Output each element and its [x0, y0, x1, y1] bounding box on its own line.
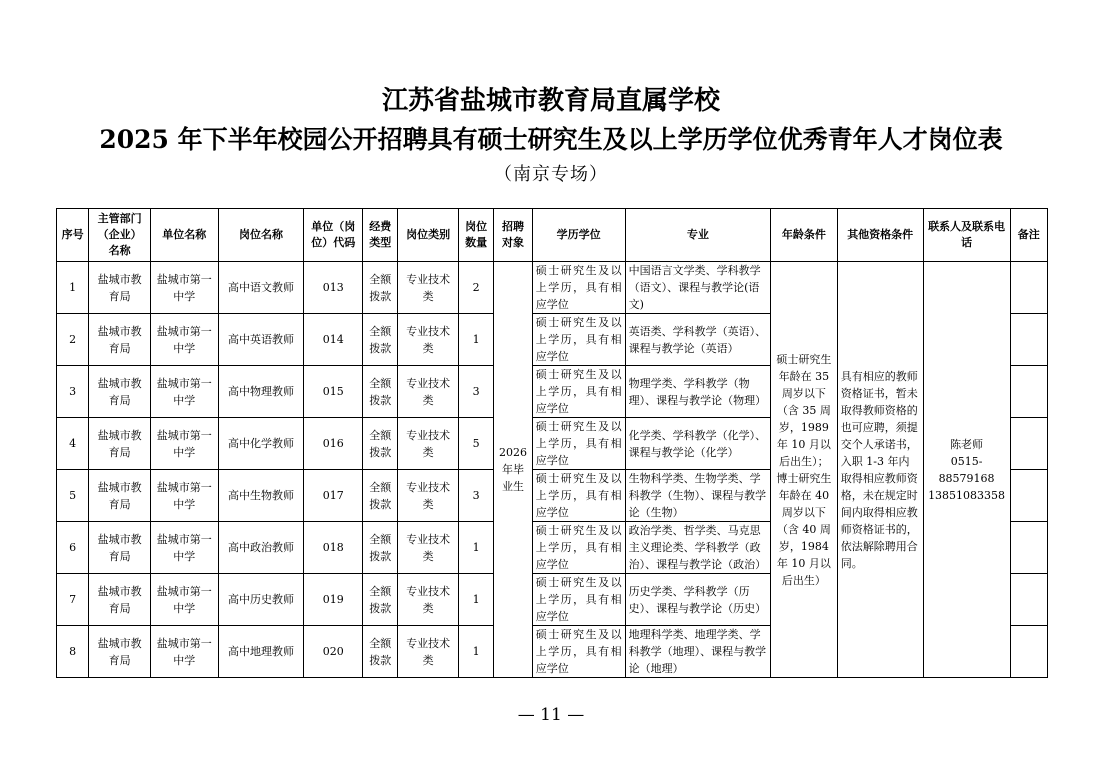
- cell-category: 专业技术类: [398, 522, 459, 574]
- cell-remarks: [1010, 262, 1048, 314]
- header-funding: 经费类型: [363, 209, 398, 262]
- cell-unit: 盐城市第一中学: [150, 522, 218, 574]
- cell-code: 015: [304, 366, 363, 418]
- header-code: 单位（岗位）代码: [304, 209, 363, 262]
- cell-count: 5: [458, 418, 493, 470]
- contact-phone-mobile: 13851083358: [928, 488, 1006, 502]
- cell-major: 中国语言文学类、学科教学（语文）、课程与教学论(语文): [625, 262, 770, 314]
- cell-major: 化学类、学科教学（化学）、课程与教学论（化学）: [625, 418, 770, 470]
- header-unit: 单位名称: [150, 209, 218, 262]
- cell-funding: 全额拨款: [363, 626, 398, 678]
- cell-seq: 4: [57, 418, 89, 470]
- cell-category: 专业技术类: [398, 574, 459, 626]
- cell-dept: 盐城市教育局: [89, 522, 151, 574]
- cell-post: 高中物理教师: [218, 366, 304, 418]
- document-subtitle: （南京专场）: [494, 164, 608, 185]
- cell-code: 018: [304, 522, 363, 574]
- document-title-line1: 江苏省盐城市教育局直属学校: [381, 86, 720, 116]
- header-seq: 序号: [57, 209, 89, 262]
- cell-category: 专业技术类: [398, 418, 459, 470]
- cell-count: 1: [458, 574, 493, 626]
- cell-unit: 盐城市第一中学: [150, 366, 218, 418]
- cell-dept: 盐城市教育局: [89, 418, 151, 470]
- cell-remarks: [1010, 418, 1048, 470]
- cell-dept: 盐城市教育局: [89, 262, 151, 314]
- cell-funding: 全额拨款: [363, 366, 398, 418]
- cell-category: 专业技术类: [398, 262, 459, 314]
- header-age: 年龄条件: [771, 209, 838, 262]
- cell-seq: 1: [57, 262, 89, 314]
- cell-seq: 3: [57, 366, 89, 418]
- cell-remarks: [1010, 366, 1048, 418]
- cell-unit: 盐城市第一中学: [150, 574, 218, 626]
- cell-major: 生物科学类、生物学类、学科教学（生物）、课程与教学论（生物）: [625, 470, 770, 522]
- cell-post: 高中英语教师: [218, 314, 304, 366]
- cell-unit: 盐城市第一中学: [150, 470, 218, 522]
- cell-seq: 6: [57, 522, 89, 574]
- header-other: 其他资格条件: [837, 209, 923, 262]
- contact-phone-landline: 0515-88579168: [938, 454, 995, 485]
- cell-post: 高中政治教师: [218, 522, 304, 574]
- cell-degree: 硕士研究生及以上学历，具有相应学位: [532, 470, 625, 522]
- cell-code: 016: [304, 418, 363, 470]
- cell-unit: 盐城市第一中学: [150, 626, 218, 678]
- cell-remarks: [1010, 314, 1048, 366]
- cell-unit: 盐城市第一中学: [150, 314, 218, 366]
- cell-funding: 全额拨款: [363, 262, 398, 314]
- cell-seq: 8: [57, 626, 89, 678]
- cell-seq: 5: [57, 470, 89, 522]
- cell-category: 专业技术类: [398, 366, 459, 418]
- cell-count: 3: [458, 470, 493, 522]
- header-degree: 学历学位: [532, 209, 625, 262]
- cell-post: 高中语文教师: [218, 262, 304, 314]
- cell-funding: 全额拨款: [363, 470, 398, 522]
- cell-funding: 全额拨款: [363, 574, 398, 626]
- cell-seq: 7: [57, 574, 89, 626]
- cell-unit: 盐城市第一中学: [150, 262, 218, 314]
- cell-target: 2026 年毕业生: [494, 262, 532, 678]
- cell-funding: 全额拨款: [363, 418, 398, 470]
- cell-remarks: [1010, 522, 1048, 574]
- cell-count: 1: [458, 522, 493, 574]
- cell-post: 高中地理教师: [218, 626, 304, 678]
- cell-dept: 盐城市教育局: [89, 314, 151, 366]
- cell-seq: 2: [57, 314, 89, 366]
- recruitment-table: [56, 208, 1048, 678]
- page-number: — 11 —: [517, 705, 585, 725]
- cell-dept: 盐城市教育局: [89, 470, 151, 522]
- cell-remarks: [1010, 626, 1048, 678]
- header-count: 岗位数量: [458, 209, 493, 262]
- cell-degree: 硕士研究生及以上学历，具有相应学位: [532, 418, 625, 470]
- cell-code: 013: [304, 262, 363, 314]
- cell-remarks: [1010, 470, 1048, 522]
- cell-category: 专业技术类: [398, 314, 459, 366]
- cell-degree: 硕士研究生及以上学历，具有相应学位: [532, 262, 625, 314]
- cell-code: 019: [304, 574, 363, 626]
- cell-count: 1: [458, 314, 493, 366]
- cell-dept: 盐城市教育局: [89, 626, 151, 678]
- document-title-line2: 2025 年下半年校园公开招聘具有硕士研究生及以上学历学位优秀青年人才岗位表: [99, 125, 1003, 154]
- cell-major: 地理科学类、地理学类、学科教学（地理）、课程与教学论（地理）: [625, 626, 770, 678]
- cell-major: 英语类、学科教学（英语）、课程与教学论（英语）: [625, 314, 770, 366]
- cell-degree: 硕士研究生及以上学历，具有相应学位: [532, 522, 625, 574]
- cell-remarks: [1010, 574, 1048, 626]
- cell-funding: 全额拨款: [363, 522, 398, 574]
- cell-post: 高中历史教师: [218, 574, 304, 626]
- cell-code: 020: [304, 626, 363, 678]
- header-target: 招聘对象: [494, 209, 532, 262]
- cell-major: 物理学类、学科教学（物理）、课程与教学论（物理）: [625, 366, 770, 418]
- cell-count: 3: [458, 366, 493, 418]
- cell-unit: 盐城市第一中学: [150, 418, 218, 470]
- cell-code: 017: [304, 470, 363, 522]
- cell-major: 政治学类、哲学类、马克思主义理论类、学科教学（政治）、课程与教学论（政治）: [625, 522, 770, 574]
- table-header-row: [57, 209, 1048, 262]
- header-category: 岗位类别: [398, 209, 459, 262]
- cell-degree: 硕士研究生及以上学历，具有相应学位: [532, 626, 625, 678]
- cell-post: 高中生物教师: [218, 470, 304, 522]
- cell-count: 1: [458, 626, 493, 678]
- cell-age: 硕士研究生年龄在 35 周岁以下（含 35 周岁，1989 年 10 月以后出生）；博士研究生年龄在 40 周岁以下（含 40 周岁，1984 年 10 月以后出生）: [771, 262, 838, 678]
- cell-contact: [923, 262, 1010, 678]
- table-row: [57, 262, 1048, 314]
- header-remarks: 备注: [1010, 209, 1048, 262]
- header-post: 岗位名称: [218, 209, 304, 262]
- cell-degree: 硕士研究生及以上学历，具有相应学位: [532, 314, 625, 366]
- header-contact: 联系人及联系电话: [923, 209, 1010, 262]
- cell-other: 具有相应的教师资格证书，暂未取得教师资格的也可应聘，须提交个人承诺书，入职 1-3 年内取得相应教师资格，未在规定时间内取得相应教师资格证书的，依法解除聘用合同。: [837, 262, 923, 678]
- cell-funding: 全额拨款: [363, 314, 398, 366]
- header-major: 专业: [625, 209, 770, 262]
- cell-count: 2: [458, 262, 493, 314]
- cell-category: 专业技术类: [398, 470, 459, 522]
- cell-degree: 硕士研究生及以上学历，具有相应学位: [532, 574, 625, 626]
- cell-degree: 硕士研究生及以上学历，具有相应学位: [532, 366, 625, 418]
- cell-post: 高中化学教师: [218, 418, 304, 470]
- cell-dept: 盐城市教育局: [89, 366, 151, 418]
- cell-category: 专业技术类: [398, 626, 459, 678]
- cell-major: 历史学类、学科教学（历史）、课程与教学论（历史）: [625, 574, 770, 626]
- cell-code: 014: [304, 314, 363, 366]
- contact-name: 陈老师: [950, 437, 984, 451]
- cell-dept: 盐城市教育局: [89, 574, 151, 626]
- header-dept: 主管部门（企业）名称: [89, 209, 151, 262]
